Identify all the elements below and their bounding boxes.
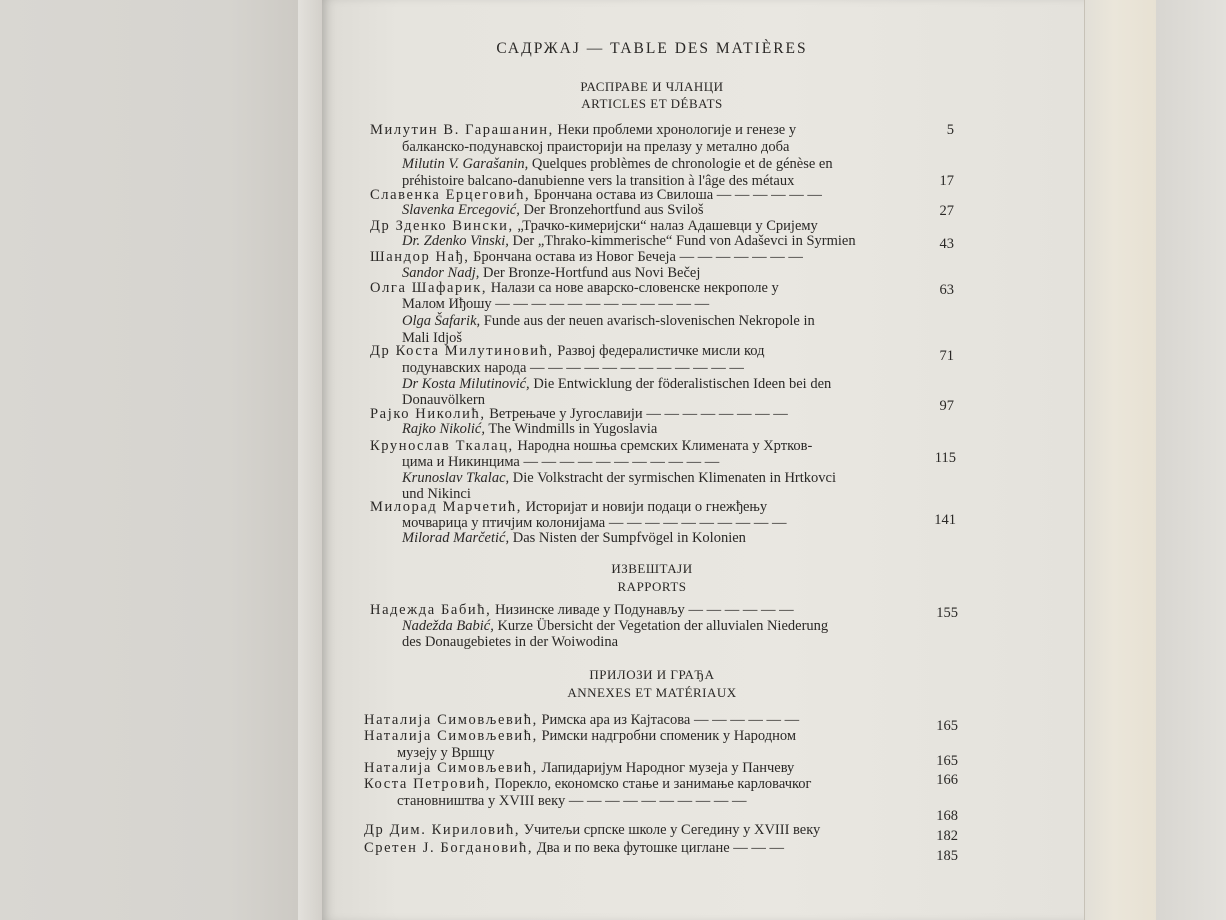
section-heading-sr: ПРИЛОЗИ И ГРАЂА [589,667,715,682]
toc-entry-author: Коста Петровић, Порекло, економско стање и занимање карловачког [364,776,812,792]
toc-entry-title: балканско-подунавској праисторији на прелазу у метално доба [402,139,790,155]
toc-entry-translation: Nadežda Babić, Kurze Übersicht der Vegetation der alluvialen Niederung [402,618,829,634]
toc-entry-translation: Slavenka Ercegović, Der Bronzehortfund aus Sviloš [402,202,704,218]
page-number: 185 [936,848,958,864]
page-number: 141 [934,512,956,528]
toc-entry-author: Олга Шафарик, Налази са нове аварско-словенске некрополе у [370,280,779,296]
toc-entry-title: музеју у Вршцу [397,745,495,761]
toc-entry-author: Наталија Симовљевић, Римска ара из Кајтасова — — — — — — [364,712,800,728]
toc-entry-translation: Olga Šafarik, Funde aus der neuen avarisch-slovenischen Nekropole in [402,313,815,329]
left-page [0,0,325,920]
toc-entry-author: Др Коста Милутиновић, Развој федералистичке мисли код [370,343,765,359]
toc-entry-author: Славенка Ерцеговић, Брончана остава из Свилоша — — — — — — [370,187,822,203]
page-number: 155 [936,605,958,621]
toc-entry-title: подунавских народа — — — — — — — — — — — — [402,360,744,376]
toc-entry-author: Милутин В. Гарашанин, Неки проблеми хронологије и генезе у [370,122,797,138]
section-heading-sr: РАСПРАВЕ И ЧЛАНЦИ [580,79,724,94]
page-number: 166 [936,772,958,788]
page-number: 17 [939,173,954,189]
section-heading-fr: RAPPORTS [617,579,687,594]
page-number: 5 [946,122,954,138]
page-number: 115 [934,450,956,466]
toc-entry-author: Др Зденко Вински, „Трачко-кимеријски“ налаз Адашевци у Сријему [370,218,818,234]
toc-entry-translation: Mali Idjoš [402,330,463,346]
toc-entry-author: Др Дим. Кириловић, Учитељи српске школе у Сегедину у XVIII веку [364,822,821,838]
page-number: 182 [936,828,958,844]
page-number: 168 [936,808,958,824]
page-number: 165 [936,718,958,734]
toc-entry-title: становништва у XVIII веку — — — — — — — — — — [397,793,747,809]
toc-entry-title: Малом Иђошу — — — — — — — — — — — — [402,296,710,312]
toc-entry-author: Наталија Симовљевић, Римски надгробни споменик у Народном [364,728,797,744]
section-heading-sr: ИЗВЕШТАЈИ [611,561,693,576]
toc-entry-translation: Sandor Nadj, Der Bronze-Hortfund aus Novi Bečej [402,265,701,281]
page-number: 63 [939,282,954,298]
page-number: 27 [939,203,954,219]
page-number: 97 [939,398,954,414]
toc-entry-translation: Rajko Nikolić, The Windmills in Yugoslavia [402,421,658,437]
page-number: 43 [939,236,954,252]
toc-entry-translation: Milorad Marčetić, Das Nisten der Sumpfvögel in Kolonien [402,530,746,546]
toc-entry-translation: Dr Kosta Milutinović, Die Entwicklung der föderalistischen Ideen bei den [402,376,832,392]
toc-entry-author: Рајко Николић, Ветрењаче у Југославији — — — — — — — — [370,406,788,422]
section-heading-fr: ARTICLES ET DÉBATS [581,96,723,111]
section-heading-fr: ANNEXES ET MATÉRIAUX [567,685,737,700]
toc-entry-translation: des Donaugebietes in der Woiwodina [402,634,619,650]
contents-page [322,0,1084,920]
toc-entry-translation: Milutin V. Garašanin, Quelques problèmes de chronologie et de génèse en [402,156,833,172]
toc-entry-translation: Krunoslav Tkalac, Die Volkstracht der syrmischen Klimenaten in Hrtkovci [402,470,836,486]
toc-entry-translation: préhistoire balcano-danubienne vers la transition à l'âge des métaux [402,173,795,189]
page-number: 71 [939,348,954,364]
toc-entry-translation: Dr. Zdenko Vinski, Der „Thrako-kimmerische“ Fund von Adaševci in Syrmien [402,233,856,249]
toc-entry-author: Шандор Нађ, Брончана остава из Новог Бечеја — — — — — — — [370,249,803,265]
toc-entry-author: Милорад Марчетић, Историјат и новији подаци о гнежђењу [370,499,768,515]
toc-entry-author: Сретен Ј. Богдановић, Два и по века футошке циглане — — — [364,840,785,856]
page-number: 165 [936,753,958,769]
background-surface [1156,0,1226,920]
toc-entry-translation: und Nikinci [402,486,471,502]
toc-entry-author: Круноcлав Ткалац, Народна ношња сремских Климената у Хртков- [370,438,813,454]
page-title: САДРЖАЈ — TABLE DES MATIÈRES [496,40,808,57]
toc-entry-author: Наталија Симовљевић, Лапидаријум Народног музеја у Панчеву [364,760,795,776]
toc-entry-title: мочварица у птичјим колонијама — — — — — — — — — — [402,515,787,531]
toc-entry-author: Надежда Бабић, Низинске ливаде у Подунављу — — — — — — [370,602,794,618]
toc-entry-translation: Donauvölkern [402,392,485,408]
toc-entry-title: цима и Никинцима — — — — — — — — — — — [402,454,720,470]
page-stack-edge [1084,0,1157,920]
